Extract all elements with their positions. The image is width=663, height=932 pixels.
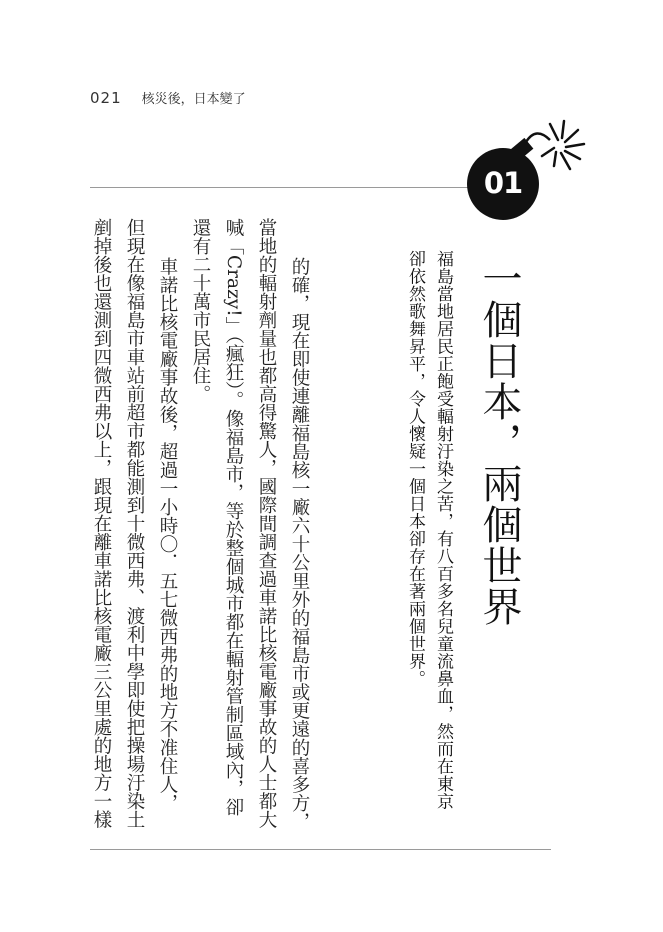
bottom-divider [90, 849, 551, 850]
page-number: 021 [90, 89, 122, 107]
body-line: 還有二十萬市民居住。 [190, 218, 211, 403]
chapter-number: 01 [483, 166, 523, 200]
running-header [90, 88, 246, 107]
body-line: 但現在像福島市車站前超市都能測到十微西弗、渡利中學即使把操場汙染土 [124, 218, 145, 829]
body-line: 喊「Crazy!」（瘋狂）。像福島市，等於整個城市都在輻射管制區域內，卻 [223, 218, 244, 817]
body-line: 車諾比核電廠事故後，超過一小時〇．五七微西弗的地方不准住人， [157, 257, 178, 812]
chapter-title: 一個日本，兩個世界 [476, 258, 522, 627]
lead-line: 福島當地居民正飽受輻射汙染之苦，有八百多名兒童流鼻血，然而在東京 [433, 250, 453, 810]
lead-line: 卻依然歌舞昇平，令人懷疑一個日本卻存在著兩個世界。 [405, 250, 425, 688]
body-line: 當地的輻射劑量也都高得驚人，國際間調查過車諾比核電廠事故的人士都大 [256, 218, 277, 829]
body-line: 的確，現在即使連離福島核一廠六十公里外的福島市或更遠的喜多方， [289, 257, 310, 831]
body-line: 剷掉後也還測到四微西弗以上，跟現在離車諾比核電廠三公里處的地方一樣 [91, 218, 112, 829]
book-title: 核災後，日本變了 [141, 92, 246, 107]
top-divider [90, 187, 468, 188]
